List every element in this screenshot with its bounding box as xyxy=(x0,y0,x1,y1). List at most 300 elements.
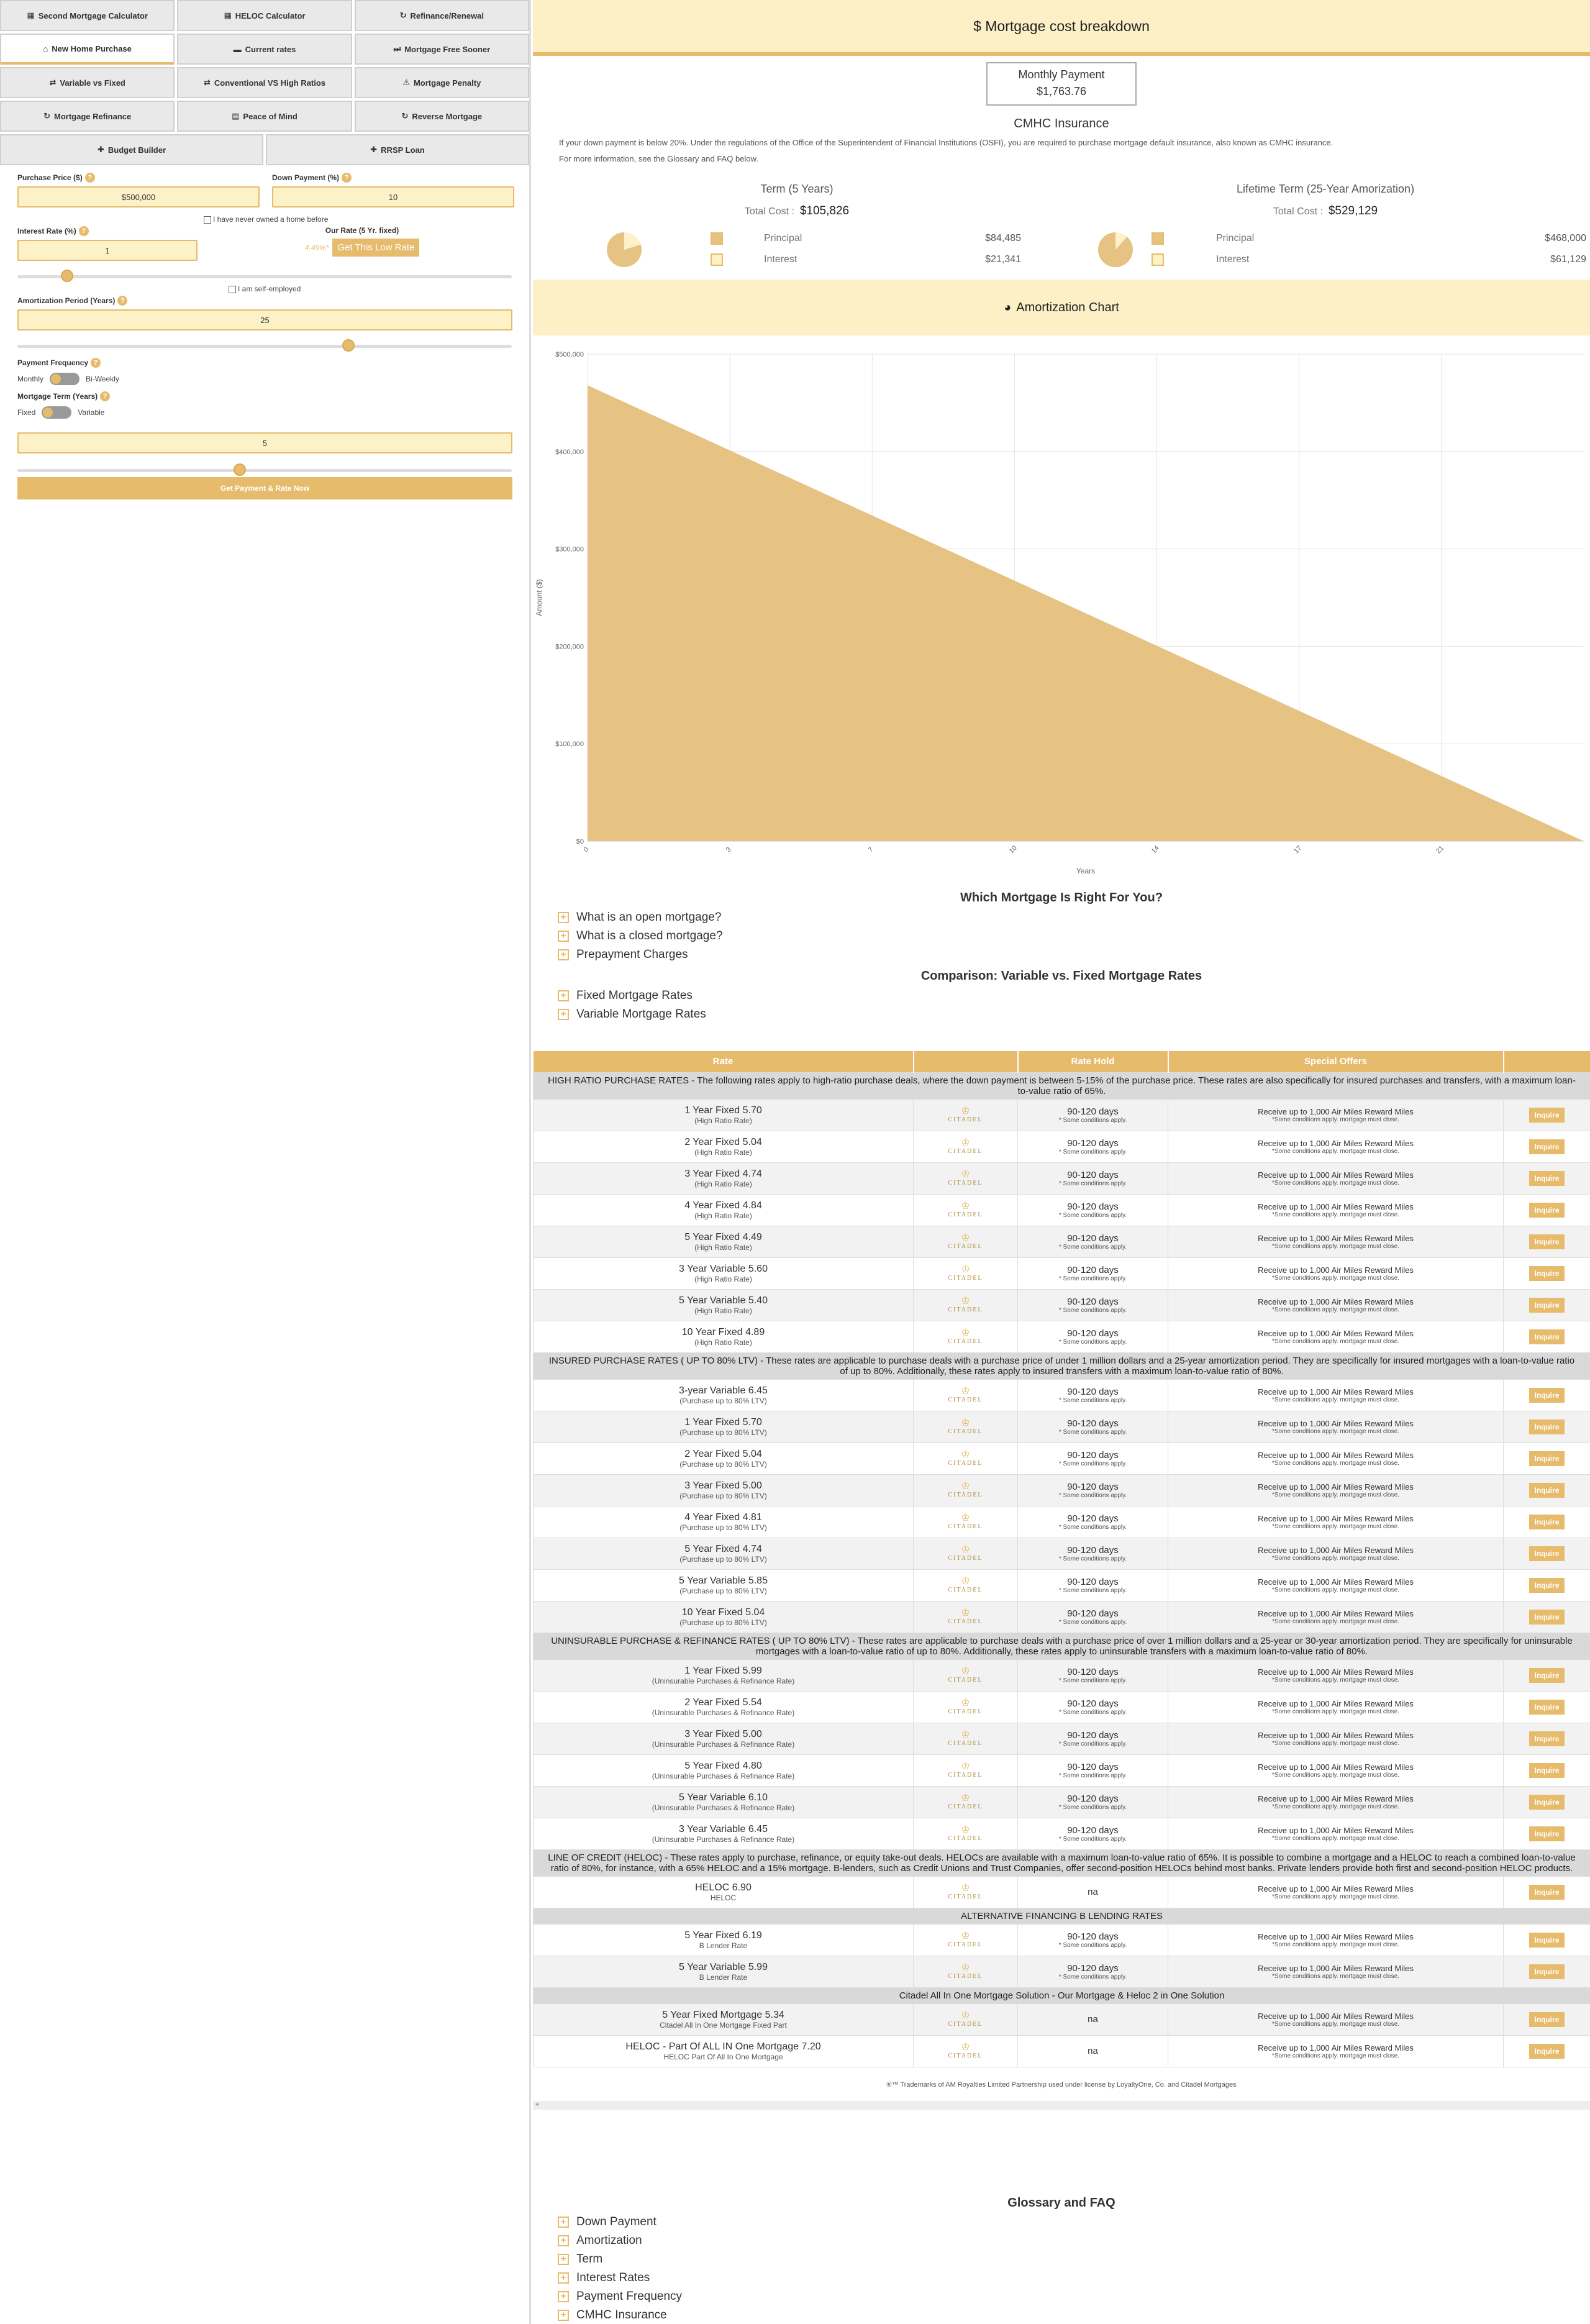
rate-hold: na xyxy=(1088,2046,1098,2056)
amortization-input[interactable]: 25 xyxy=(17,309,512,330)
expand-icon[interactable]: + xyxy=(558,1009,569,1020)
help-icon[interactable]: ? xyxy=(100,391,110,401)
interest-rate-slider[interactable] xyxy=(17,273,512,280)
offer-text: Receive up to 1,000 Air Miles Reward Miles xyxy=(1258,1387,1414,1397)
rate-hold: 90-120 days xyxy=(1067,1825,1119,1836)
rate-hold-cell xyxy=(1018,1289,1168,1321)
crown-icon: ♔ xyxy=(961,1608,970,1618)
citadel-logo: CITADEL xyxy=(948,1148,983,1155)
hold-note: * Some conditions apply. xyxy=(1058,1148,1127,1155)
rate-type: (Purchase up to 80% LTV) xyxy=(679,1491,767,1500)
rate-hold-cell xyxy=(1018,1474,1168,1506)
tab-heloc-calculator[interactable] xyxy=(177,0,352,31)
offer-text: Receive up to 1,000 Air Miles Reward Miles xyxy=(1258,1296,1414,1306)
lender-logo-cell xyxy=(914,1131,1018,1162)
tab-current-rates[interactable] xyxy=(177,34,352,65)
crown-icon: ♔ xyxy=(961,1513,970,1523)
offer-text: Receive up to 1,000 Air Miles Reward Miles xyxy=(1258,2011,1414,2021)
inquire-cell xyxy=(1504,1442,1590,1474)
citadel-logo: CITADEL xyxy=(948,1211,983,1218)
expand-icon[interactable]: + xyxy=(558,912,569,923)
hold-note: * Some conditions apply. xyxy=(1058,1460,1127,1467)
rate-hold-cell xyxy=(1018,1257,1168,1289)
x-tick-label: 3 xyxy=(724,845,733,854)
rate-hold-cell xyxy=(1018,1723,1168,1754)
term-total-label: Total Cost : xyxy=(744,206,794,217)
table-row xyxy=(534,1099,1590,1131)
crown-icon: ♔ xyxy=(961,1793,970,1803)
offer-cell xyxy=(1168,1506,1504,1538)
table-row xyxy=(534,1321,1590,1352)
lifetime-pie-chart xyxy=(1098,232,1133,267)
rate-hold-cell xyxy=(1018,2003,1168,2035)
inquire-button[interactable]: Inquire xyxy=(1529,1578,1564,1593)
rate-name: HELOC 6.90 xyxy=(695,1882,752,1893)
rate-type: B Lender Rate xyxy=(699,1972,748,1982)
inquire-button[interactable]: Inquire xyxy=(1529,1171,1564,1186)
accordion-item[interactable] xyxy=(558,927,723,946)
table-row xyxy=(534,1226,1590,1257)
tab-new-home-purchase[interactable] xyxy=(0,34,175,65)
rate-name: 3 Year Fixed 5.00 xyxy=(684,1480,762,1491)
expand-icon[interactable]: + xyxy=(558,2291,569,2302)
offer-text: Receive up to 1,000 Air Miles Reward Miles xyxy=(1258,1233,1414,1243)
table-row xyxy=(534,1289,1590,1321)
principal-swatch xyxy=(711,232,723,245)
get-payment-button[interactable]: Get Payment & Rate Now xyxy=(17,477,512,499)
rate-type: (Uninsurable Purchases & Refinance Rate) xyxy=(652,1834,795,1844)
offer-cell xyxy=(1168,1131,1504,1162)
which-mortgage-title: Which Mortgage Is Right For You? xyxy=(960,891,1163,905)
refresh-icon: ↻ xyxy=(399,11,407,20)
rate-cell xyxy=(534,1569,914,1601)
rate-name: 4 Year Fixed 4.84 xyxy=(684,1200,762,1211)
offer-text: Receive up to 1,000 Air Miles Reward Miles xyxy=(1258,1884,1414,1893)
table-row xyxy=(534,1924,1590,1956)
accordion-item[interactable] xyxy=(558,2250,682,2269)
section-title: UNINSURABLE PURCHASE & REFINANCE RATES ( UP TO 80% LTV) - These rates are applicable to purchase deals with a purchase price of over 1 million dollars and a 25-year or 30-year amortization period. They are specifically for uninsurable mortgages with a loan-to-value ratio of up to 80%. Additionally, these rates apply to uninsurable transfers with a maximum loan-to-value ratio of 80%. xyxy=(534,1633,1590,1659)
crown-icon: ♔ xyxy=(961,1449,970,1460)
mortgage-term-input[interactable]: 5 xyxy=(17,432,512,453)
inquire-button[interactable]: Inquire xyxy=(1529,1885,1564,1900)
table-row xyxy=(534,1442,1590,1474)
tab-refinance-renewal[interactable] xyxy=(355,0,529,31)
lender-logo-cell xyxy=(914,1569,1018,1601)
citadel-logo: CITADEL xyxy=(948,1587,983,1593)
inquire-button[interactable]: Inquire xyxy=(1529,1388,1564,1403)
lender-logo-cell xyxy=(914,1379,1018,1411)
inquire-button[interactable]: Inquire xyxy=(1529,2044,1564,2059)
rate-name: 10 Year Fixed 5.04 xyxy=(681,1606,765,1618)
scroll-left-icon[interactable]: ◂ xyxy=(535,2100,539,2108)
lender-logo-cell xyxy=(914,1876,1018,1908)
rate-name: 5 Year Fixed 6.19 xyxy=(684,1930,762,1941)
rate-hold-cell xyxy=(1018,1569,1168,1601)
rate-type: (High Ratio Rate) xyxy=(694,1179,752,1188)
section-title: LINE OF CREDIT (HELOC) - These rates apply to purchase, refinance, or equity take-out deals. HELOCs are available with a maximum loan-to-value ratio of 65%. It is possible to combine a mortgage and a HELOC to reach a combined loan-to-value ratio of 80%, for instance, with a 65% HELOC and a 15% mortgage. B-lenders, such as Credit Unions and Trust Companies, offer second-position HELOCs behind most banks. Private lenders provide both first and second-position HELOC products. xyxy=(534,1849,1590,1876)
amortization-label xyxy=(17,296,512,306)
tab-mortgage-free-sooner[interactable] xyxy=(355,34,529,65)
section-row xyxy=(534,1849,1590,1876)
accordion-item[interactable] xyxy=(558,908,723,927)
offer-note: *Some conditions apply. mortgage must close. xyxy=(1272,1972,1399,1980)
inquire-cell xyxy=(1504,1876,1590,1908)
section-row xyxy=(534,1633,1590,1659)
lifetime-title: Lifetime Term (25-Year Amorization) xyxy=(1236,183,1415,195)
hold-note: * Some conditions apply. xyxy=(1058,1772,1127,1779)
citadel-logo: CITADEL xyxy=(948,1492,983,1498)
table-row xyxy=(534,1379,1590,1411)
refresh-icon: ↻ xyxy=(43,111,50,121)
purchase-price-input[interactable]: $500,000 xyxy=(17,186,260,207)
y-tick-label: $0 xyxy=(576,838,584,845)
breakdown-title: $ Mortgage cost breakdown xyxy=(973,17,1150,34)
help-icon[interactable]: ? xyxy=(91,358,101,368)
rate-hold: 90-120 days xyxy=(1067,1513,1119,1524)
tab-label: Current rates xyxy=(245,44,296,54)
inquire-button[interactable]: Inquire xyxy=(1529,1483,1564,1498)
toggle-knob xyxy=(43,408,53,417)
rate-hold-cell xyxy=(1018,1538,1168,1569)
tab-variable-vs-fixed[interactable] xyxy=(0,67,175,98)
column-header: Special Offers xyxy=(1168,1051,1504,1072)
inquire-cell xyxy=(1504,1379,1590,1411)
interest-label: Interest xyxy=(1216,254,1250,265)
term-type-toggle-row xyxy=(17,406,512,419)
rate-type: (High Ratio Rate) xyxy=(694,1306,752,1315)
mortgage-term-slider[interactable] xyxy=(17,467,512,473)
expand-icon[interactable]: + xyxy=(558,2217,569,2228)
self-employed-checkbox[interactable] xyxy=(229,286,236,293)
accordion-item[interactable] xyxy=(558,2306,682,2324)
help-icon[interactable]: ? xyxy=(342,173,352,183)
table-row xyxy=(534,2035,1590,2067)
help-icon[interactable]: ? xyxy=(85,173,95,183)
slider-handle[interactable] xyxy=(234,463,246,476)
rate-hold: 90-120 days xyxy=(1067,1544,1119,1556)
rate-name: 5 Year Variable 6.10 xyxy=(679,1792,768,1803)
expand-icon[interactable]: + xyxy=(558,2310,569,2321)
tab-second-mortgage-calculator[interactable] xyxy=(0,0,175,31)
cmhc-text: If your down payment is below 20%. Under the regulations of the Office of the Superintendent of Financial Institutions (OSFI), you are required to purchase mortgage default insurance, also known as CMHC insurance. xyxy=(559,138,1333,147)
hold-note: * Some conditions apply. xyxy=(1058,1211,1127,1219)
self-employed-row xyxy=(0,285,529,293)
citadel-logo: CITADEL xyxy=(948,1708,983,1715)
rate-name: 3 Year Fixed 4.74 xyxy=(684,1168,762,1179)
offer-text: Receive up to 1,000 Air Miles Reward Miles xyxy=(1258,1730,1414,1740)
inquire-button[interactable]: Inquire xyxy=(1529,1826,1564,1841)
rate-hold: 90-120 days xyxy=(1067,1793,1119,1804)
rate-name: 5 Year Variable 5.99 xyxy=(679,1961,768,1972)
inquire-cell xyxy=(1504,1601,1590,1633)
rate-cell xyxy=(534,1131,914,1162)
x-tick-label: 7 xyxy=(866,845,875,854)
offer-text: Receive up to 1,000 Air Miles Reward Miles xyxy=(1258,1698,1414,1708)
inquire-button[interactable]: Inquire xyxy=(1529,1763,1564,1778)
lender-logo-cell xyxy=(914,1506,1018,1538)
rate-type: (Uninsurable Purchases & Refinance Rate) xyxy=(652,1771,795,1780)
expand-icon[interactable]: + xyxy=(558,990,569,1001)
offer-text: Receive up to 1,000 Air Miles Reward Miles xyxy=(1258,1201,1414,1211)
offer-cell xyxy=(1168,1876,1504,1908)
crown-icon: ♔ xyxy=(961,1137,970,1148)
rate-cell xyxy=(534,1226,914,1257)
amortization-title: Amortization Chart xyxy=(1016,300,1119,314)
rate-hold-cell xyxy=(1018,1659,1168,1691)
rate-hold: 90-120 days xyxy=(1067,1386,1119,1397)
accordion-item[interactable] xyxy=(558,2231,682,2250)
inquire-button[interactable]: Inquire xyxy=(1529,1139,1564,1154)
payment-frequency-toggle[interactable] xyxy=(50,373,80,385)
citadel-logo: CITADEL xyxy=(948,1243,983,1250)
rates-table-wrapper xyxy=(533,1051,1590,2110)
table-row xyxy=(534,1411,1590,1442)
inquire-button[interactable]: Inquire xyxy=(1529,1203,1564,1218)
rate-type: Citadel All In One Mortgage Fixed Part xyxy=(660,2020,787,2030)
offer-cell xyxy=(1168,1786,1504,1818)
accordion-item[interactable] xyxy=(558,2213,682,2231)
term-title: Term (5 Years) xyxy=(760,183,834,195)
inquire-button[interactable]: Inquire xyxy=(1529,1668,1564,1683)
offer-note: *Some conditions apply. mortgage must close. xyxy=(1272,1739,1399,1747)
offer-text: Receive up to 1,000 Air Miles Reward Miles xyxy=(1258,1608,1414,1618)
inquire-cell xyxy=(1504,1723,1590,1754)
rate-hold: 90-120 days xyxy=(1067,1106,1119,1117)
rate-cell xyxy=(534,1723,914,1754)
offer-text: Receive up to 1,000 Air Miles Reward Miles xyxy=(1258,1328,1414,1338)
inquire-button[interactable]: Inquire xyxy=(1529,1964,1564,1979)
help-icon[interactable]: ? xyxy=(79,226,89,236)
offer-note: *Some conditions apply. mortgage must close. xyxy=(1272,1337,1399,1345)
inquire-button[interactable]: Inquire xyxy=(1529,1515,1564,1529)
inquire-button[interactable]: Inquire xyxy=(1529,1795,1564,1810)
rate-name: 5 Year Fixed 4.80 xyxy=(684,1760,762,1771)
crown-icon: ♔ xyxy=(961,1481,970,1492)
inquire-button[interactable]: Inquire xyxy=(1529,1419,1564,1434)
inquire-cell xyxy=(1504,1538,1590,1569)
inquire-button[interactable]: Inquire xyxy=(1529,1610,1564,1625)
inquire-cell xyxy=(1504,1289,1590,1321)
accordion-label: Fixed Mortgage Rates xyxy=(576,989,693,1002)
crown-icon: ♔ xyxy=(961,1106,970,1116)
calculator-icon: ▦ xyxy=(224,11,232,20)
never-owned-row xyxy=(17,215,514,224)
refresh-icon: ↻ xyxy=(401,111,409,121)
inquire-cell xyxy=(1504,1226,1590,1257)
trademark-note: ®™ Trademarks of AM Royalties Limited Partnership used under license by LoyaltyOne, Co. and Citadel Mortgages xyxy=(886,2080,1237,2089)
inquire-cell xyxy=(1504,1754,1590,1786)
lifetime-interest-value: $61,129 xyxy=(1550,254,1586,265)
y-tick-label: $200,000 xyxy=(555,643,584,651)
inquire-cell xyxy=(1504,1194,1590,1226)
inquire-cell xyxy=(1504,1691,1590,1723)
rate-type: (Purchase up to 80% LTV) xyxy=(679,1459,767,1469)
table-row xyxy=(534,2003,1590,2035)
lender-logo-cell xyxy=(914,1411,1018,1442)
offer-note: *Some conditions apply. mortgage must close. xyxy=(1272,1893,1399,1900)
inquire-cell xyxy=(1504,1569,1590,1601)
hold-note: * Some conditions apply. xyxy=(1058,1523,1127,1531)
offer-note: *Some conditions apply. mortgage must close. xyxy=(1272,1396,1399,1403)
expand-icon[interactable]: + xyxy=(558,2272,569,2284)
lifetime-summary xyxy=(1061,183,1590,265)
rate-hold-cell xyxy=(1018,1601,1168,1633)
help-icon[interactable]: ? xyxy=(117,296,127,306)
toggle-knob xyxy=(51,374,61,384)
rate-cell xyxy=(534,1289,914,1321)
self-employed-label: I am self-employed xyxy=(237,285,301,293)
y-tick-label: $500,000 xyxy=(555,351,584,358)
inquire-button[interactable]: Inquire xyxy=(1529,1700,1564,1715)
rate-hold: 90-120 days xyxy=(1067,1328,1119,1339)
offer-cell xyxy=(1168,1569,1504,1601)
rate-type: (Purchase up to 80% LTV) xyxy=(679,1396,767,1405)
lender-logo-cell xyxy=(914,1659,1018,1691)
hold-note: * Some conditions apply. xyxy=(1058,1180,1127,1187)
lender-logo-cell xyxy=(914,1257,1018,1289)
accordion-label: CMHC Insurance xyxy=(576,2308,667,2322)
get-low-rate-button[interactable]: Get This Low Rate xyxy=(332,239,419,257)
inquire-button[interactable]: Inquire xyxy=(1529,1298,1564,1313)
inquire-cell xyxy=(1504,1474,1590,1506)
rate-type: (High Ratio Rate) xyxy=(694,1211,752,1220)
rate-cell xyxy=(534,1379,914,1411)
offer-text: Receive up to 1,000 Air Miles Reward Miles xyxy=(1258,1577,1414,1587)
accordion-item[interactable] xyxy=(558,946,723,964)
offer-note: *Some conditions apply. mortgage must close. xyxy=(1272,1491,1399,1498)
principal-swatch xyxy=(1152,232,1164,245)
inquire-button[interactable]: Inquire xyxy=(1529,1451,1564,1466)
accordion-item[interactable] xyxy=(558,987,706,1005)
inquire-button[interactable]: Inquire xyxy=(1529,1329,1564,1344)
citadel-logo: CITADEL xyxy=(948,1618,983,1625)
citadel-logo: CITADEL xyxy=(948,1973,983,1980)
crown-icon: ♔ xyxy=(961,1666,970,1677)
hold-note: * Some conditions apply. xyxy=(1058,1740,1127,1748)
tab-conventional-vs-high-ratios[interactable] xyxy=(177,67,352,98)
rate-cell xyxy=(534,1876,914,1908)
accordion-item[interactable] xyxy=(558,2287,682,2306)
accordion-item[interactable] xyxy=(558,1005,706,1024)
y-tick-label: $100,000 xyxy=(555,740,584,749)
offer-cell xyxy=(1168,1257,1504,1289)
rate-name: HELOC - Part Of ALL IN One Mortgage 7.20 xyxy=(625,2041,821,2052)
inquire-button[interactable]: Inquire xyxy=(1529,1731,1564,1746)
rate-name: 2 Year Fixed 5.04 xyxy=(684,1448,762,1459)
tab-mortgage-refinance[interactable] xyxy=(0,101,175,132)
interest-rate-input[interactable]: 1 xyxy=(17,240,198,261)
offer-note: *Some conditions apply. mortgage must close. xyxy=(1272,1708,1399,1715)
down-payment-input[interactable]: 10 xyxy=(272,186,514,207)
slider-handle[interactable] xyxy=(342,339,355,352)
amortization-slider[interactable] xyxy=(17,343,512,349)
crown-icon: ♔ xyxy=(961,1544,970,1555)
rate-hold: 90-120 days xyxy=(1067,1137,1119,1149)
inquire-button[interactable]: Inquire xyxy=(1529,1546,1564,1561)
amortization-area xyxy=(588,385,1584,841)
horizontal-scrollbar[interactable] xyxy=(533,2101,1590,2110)
crown-icon: ♔ xyxy=(961,1233,970,1243)
interest-rate-label xyxy=(17,226,198,236)
pie-chart-icon: ◕ xyxy=(1004,300,1012,314)
rate-hold: 90-120 days xyxy=(1067,1201,1119,1212)
tab-peace-of-mind[interactable] xyxy=(177,101,352,132)
crown-icon: ♔ xyxy=(961,1962,970,1973)
rate-type: (Purchase up to 80% LTV) xyxy=(679,1523,767,1532)
expand-icon[interactable]: + xyxy=(558,949,569,960)
monthly-payment-box xyxy=(986,62,1137,106)
offer-cell xyxy=(1168,1538,1504,1569)
rate-type: HELOC Part Of All In One Mortgage xyxy=(663,2052,783,2061)
rate-name: 1 Year Fixed 5.99 xyxy=(684,1665,762,1676)
lender-logo-cell xyxy=(914,1538,1018,1569)
amortization-chart xyxy=(533,340,1590,881)
citadel-logo: CITADEL xyxy=(948,1677,983,1684)
crown-icon: ♔ xyxy=(961,1418,970,1428)
rate-hold-cell xyxy=(1018,1442,1168,1474)
tab-rrsp-loan[interactable] xyxy=(266,134,529,165)
rate-hold-cell xyxy=(1018,1226,1168,1257)
hold-note: * Some conditions apply. xyxy=(1058,1803,1127,1811)
section-row xyxy=(534,1072,1590,1099)
offer-cell xyxy=(1168,1289,1504,1321)
file-icon: ▤ xyxy=(232,111,240,121)
tab-budget-builder[interactable] xyxy=(0,134,263,165)
card-icon: ▬ xyxy=(233,44,242,54)
x-tick-label: 17 xyxy=(1292,844,1304,855)
inquire-cell xyxy=(1504,2003,1590,2035)
x-tick-label: 14 xyxy=(1150,844,1161,855)
inquire-button[interactable]: Inquire xyxy=(1529,1234,1564,1249)
expand-icon[interactable]: + xyxy=(558,2254,569,2265)
tab-reverse-mortgage[interactable] xyxy=(355,101,529,132)
x-axis-label: Years xyxy=(1076,867,1096,875)
term-type-toggle[interactable] xyxy=(42,406,71,419)
x-tick-label: 0 xyxy=(582,845,591,854)
hold-note: * Some conditions apply. xyxy=(1058,1275,1127,1282)
plus-icon: ✚ xyxy=(370,145,378,154)
citadel-logo: CITADEL xyxy=(948,1893,983,1900)
rate-type: (High Ratio Rate) xyxy=(694,1116,752,1125)
rate-type: (Uninsurable Purchases & Refinance Rate) xyxy=(652,1803,795,1812)
inquire-button[interactable]: Inquire xyxy=(1529,1108,1564,1123)
rate-cell xyxy=(534,1099,914,1131)
tab-mortgage-penalty[interactable] xyxy=(355,67,529,98)
inquire-cell xyxy=(1504,1506,1590,1538)
expand-icon[interactable]: + xyxy=(558,931,569,942)
inquire-button[interactable]: Inquire xyxy=(1529,2012,1564,2027)
never-owned-checkbox[interactable] xyxy=(204,216,211,224)
lender-logo-cell xyxy=(914,1442,1018,1474)
accordion-label: Variable Mortgage Rates xyxy=(576,1008,706,1021)
citadel-logo: CITADEL xyxy=(948,1275,983,1282)
rate-type: (Purchase up to 80% LTV) xyxy=(679,1618,767,1627)
offer-note: *Some conditions apply. mortgage must close. xyxy=(1272,2020,1399,2028)
offer-text: Receive up to 1,000 Air Miles Reward Miles xyxy=(1258,1931,1414,1941)
slider-handle[interactable] xyxy=(61,270,73,282)
accordion-item[interactable] xyxy=(558,2269,682,2287)
rate-cell xyxy=(534,1321,914,1352)
section-title: ALTERNATIVE FINANCING B LENDING RATES xyxy=(534,1908,1590,1924)
mortgage-term-label-text: Mortgage Term (Years) xyxy=(17,392,98,401)
offer-cell xyxy=(1168,1442,1504,1474)
breakdown-header xyxy=(533,0,1590,52)
expand-icon[interactable]: + xyxy=(558,2235,569,2246)
inquire-button[interactable]: Inquire xyxy=(1529,1266,1564,1281)
offer-text: Receive up to 1,000 Air Miles Reward Miles xyxy=(1258,1450,1414,1460)
inquire-button[interactable]: Inquire xyxy=(1529,1933,1564,1948)
rate-type: (Purchase up to 80% LTV) xyxy=(679,1586,767,1595)
